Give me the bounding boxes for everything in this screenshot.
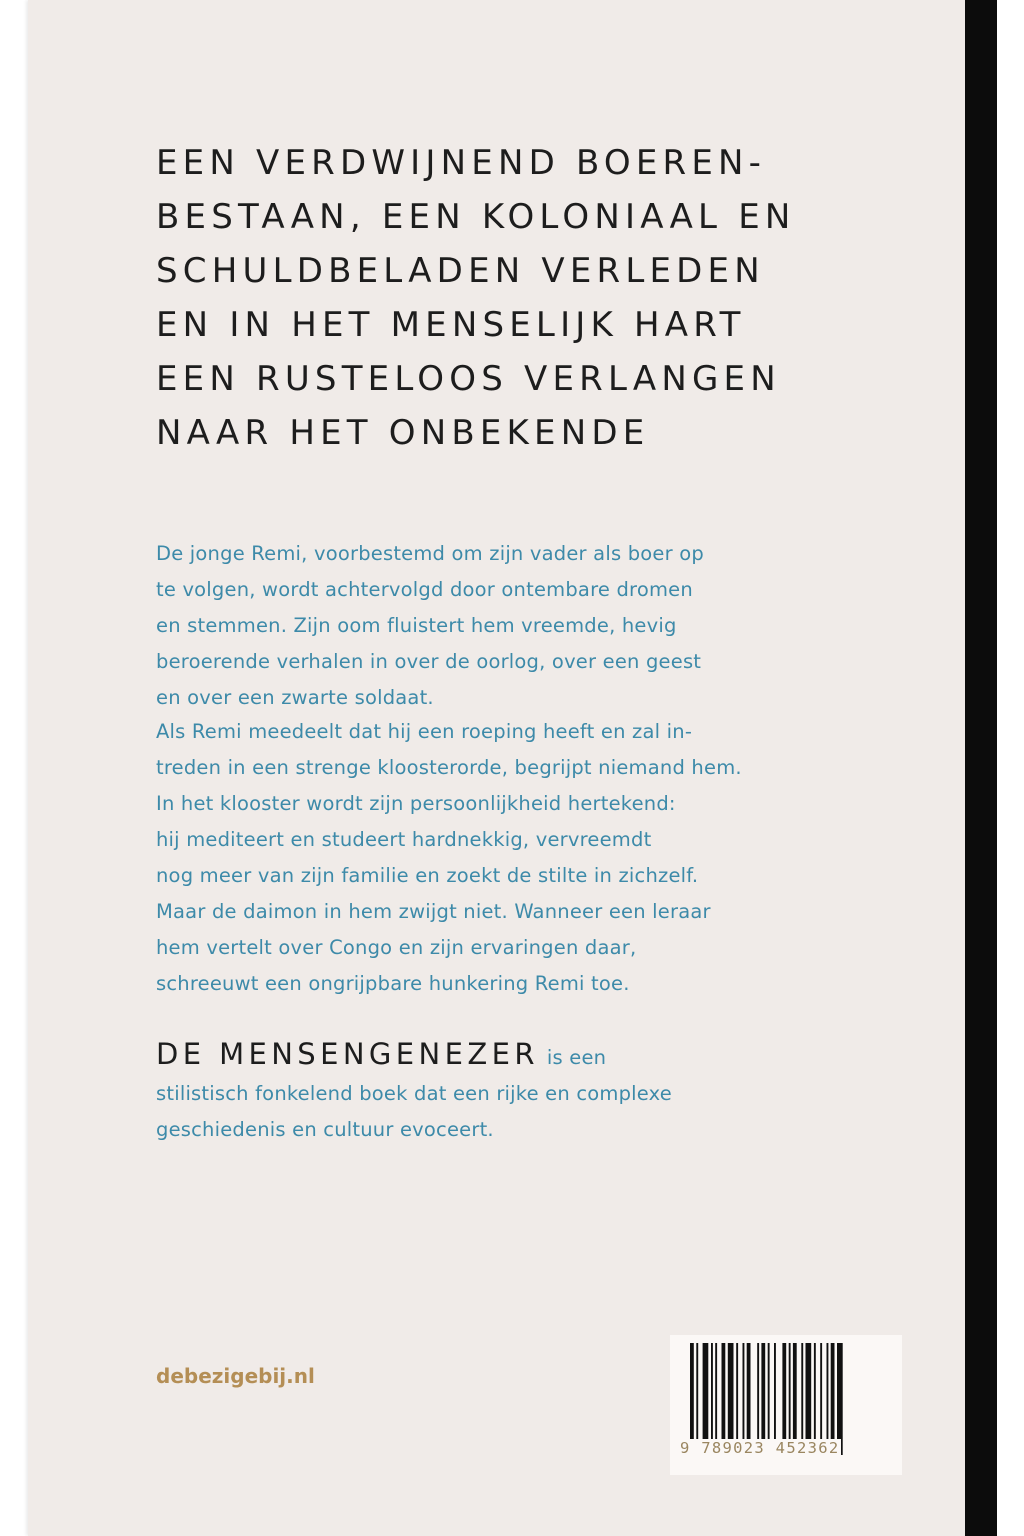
blurb-paragraph-2 — [156, 714, 742, 1002]
text-line: en over een zwarte soldaat. — [156, 686, 434, 709]
isbn-number: 9 789023 452362 — [680, 1439, 840, 1457]
headline-line: BESTAAN, EEN KOLONIAAL EN — [156, 197, 796, 237]
headline-line: EN IN HET MENSELIJK HART — [156, 305, 746, 345]
barcode-bar — [793, 1343, 797, 1443]
text-line: Als Remi meedeelt dat hij een roeping heeft en zal in- — [156, 720, 693, 743]
text-line: stilistisch fonkelend boek dat een rijke en complexe — [156, 1082, 672, 1105]
text-line: nog meer van zijn familie en zoekt de stilte in zichzelf. — [156, 864, 699, 887]
barcode-bar — [743, 1343, 745, 1443]
barcode-bar — [801, 1343, 803, 1443]
publisher-website: debezigebij.nl — [156, 1364, 315, 1388]
barcode-bar — [747, 1343, 751, 1443]
barcode-bar — [789, 1343, 791, 1443]
text-line: hem vertelt over Congo en zijn ervaringen daar, — [156, 936, 637, 959]
barcode-bar — [711, 1343, 713, 1443]
book-spine-edge — [965, 0, 997, 1536]
text-line: De jonge Remi, voorbestemd om zijn vader als boer op — [156, 542, 704, 565]
book-title: DE MENSENGENEZER — [156, 1037, 539, 1071]
text-line: treden in een strenge kloosterorde, begrijpt niemand hem. — [156, 756, 742, 779]
text-line: hij mediteert en studeert hardnekkig, vervreemdt — [156, 828, 652, 851]
barcode-bar — [827, 1343, 829, 1443]
closing-paragraph — [156, 1036, 672, 1148]
text-line: beroerende verhalen in over de oorlog, over een geest — [156, 650, 702, 673]
headline-line: NAAR HET ONBEKENDE — [156, 413, 650, 453]
text-line: geschiedenis en cultuur evoceert. — [156, 1118, 494, 1141]
barcode-bar — [806, 1343, 812, 1443]
text-line: is een — [546, 1046, 607, 1069]
barcode-bar — [703, 1343, 709, 1443]
text-line: schreeuwt een ongrijpbare hunkering Remi toe. — [156, 972, 630, 995]
blurb-paragraph-1 — [156, 536, 704, 716]
headline-line: EEN RUSTELOOS VERLANGEN — [156, 359, 781, 399]
barcode-bar — [736, 1343, 738, 1443]
text-line: en stemmen. Zijn oom fluistert hem vreemde, hevig — [156, 614, 677, 637]
headline-line: EEN VERDWIJNEND BOEREN- — [156, 143, 767, 183]
text-line: te volgen, wordt achtervolgd door ontembare dromen — [156, 578, 693, 601]
barcode-bar — [768, 1343, 770, 1443]
barcode-bar — [782, 1343, 786, 1443]
barcode-bar — [757, 1343, 759, 1443]
headline-line: SCHULDBELADEN VERLEDEN — [156, 251, 765, 291]
headline — [156, 136, 796, 460]
barcode-bar — [820, 1343, 822, 1443]
text-line: Maar de daimon in hem zwijgt niet. Wanneer een leraar — [156, 900, 711, 923]
text-line: In het klooster wordt zijn persoonlijkheid hertekend: — [156, 792, 676, 815]
barcode-bar — [831, 1343, 835, 1443]
barcode-bar — [715, 1343, 717, 1443]
barcode-bar — [722, 1343, 726, 1443]
barcode-bar — [774, 1343, 776, 1443]
barcode-bar — [814, 1343, 816, 1443]
barcode-bar — [728, 1343, 734, 1443]
isbn-barcode — [670, 1335, 902, 1475]
barcode-bar — [761, 1343, 765, 1443]
